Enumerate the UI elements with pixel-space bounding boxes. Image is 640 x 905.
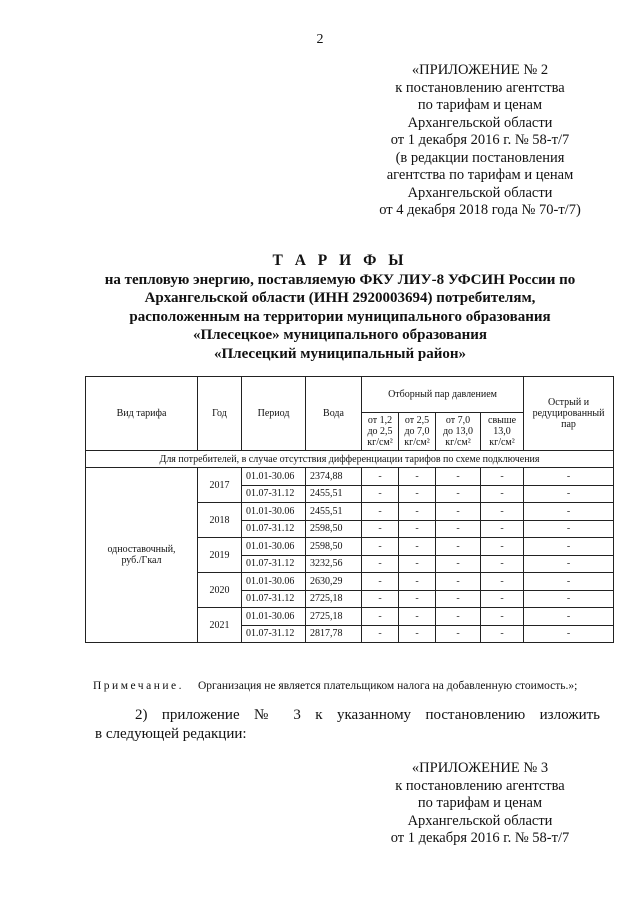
appendix-2-header (330, 62, 630, 220)
period-cell: 01.07-31.12 (242, 485, 306, 503)
period-cell: 01.07-31.12 (242, 555, 306, 573)
steam-tariff-cell: - (436, 468, 481, 486)
title-line: расположенным на территории муниципального образования (129, 308, 551, 325)
water-tariff-cell: 2725,18 (306, 590, 362, 608)
appendix-line: «ПРИЛОЖЕНИЕ № 2 (411, 62, 549, 78)
header-steam-line: 13,0 (493, 426, 511, 437)
water-tariff-cell: 2725,18 (306, 608, 362, 626)
steam-tariff-cell: - (436, 590, 481, 608)
steam-tariff-cell: - (399, 485, 436, 503)
steam-tariff-cell: - (436, 608, 481, 626)
sharp-steam-tariff-cell: - (524, 503, 614, 521)
tariff-type-cell (86, 468, 198, 643)
appendix-line: Архангельской области (407, 114, 553, 131)
year-cell: 2018 (198, 503, 242, 538)
steam-tariff-cell: - (399, 538, 436, 556)
steam-tariff-cell: - (399, 573, 436, 591)
document-title (70, 252, 610, 363)
header-steam-line: кг/см² (367, 437, 393, 448)
water-tariff-cell: 2374,88 (306, 468, 362, 486)
period-cell: 01.01-30.06 (242, 573, 306, 591)
water-tariff-cell: 2598,50 (306, 538, 362, 556)
sharp-steam-tariff-cell: - (524, 608, 614, 626)
steam-tariff-cell: - (436, 485, 481, 503)
section-label: Для потребителей, в случае отсутствия дифференциации тарифов по схеме подключения (86, 451, 614, 468)
title-line: Архангельской области (ИНН 2920003694) потребителям, (144, 290, 536, 306)
water-tariff-cell: 2598,50 (306, 520, 362, 538)
header-steam-2 (399, 413, 436, 451)
appendix-line: Архангельской области (407, 812, 553, 829)
steam-tariff-cell: - (436, 520, 481, 538)
steam-tariff-cell: - (399, 555, 436, 573)
steam-tariff-cell: - (481, 503, 524, 521)
note-label: Примечание. (93, 680, 184, 692)
tariff-table (85, 376, 614, 643)
header-tariff-type: Вид тарифа (86, 377, 198, 451)
appendix-line: «ПРИЛОЖЕНИЕ № 3 (411, 760, 549, 776)
year-cell: 2019 (198, 538, 242, 573)
title-heading: Т А Р И Ф Ы (272, 252, 408, 269)
table-note (93, 680, 577, 692)
sharp-steam-tariff-cell: - (524, 520, 614, 538)
tariff-type-line: руб./Гкал (121, 555, 162, 566)
steam-tariff-cell: - (481, 538, 524, 556)
sharp-steam-tariff-cell: - (524, 573, 614, 591)
steam-tariff-cell: - (362, 608, 399, 626)
steam-tariff-cell: - (481, 608, 524, 626)
steam-tariff-cell: - (481, 555, 524, 573)
steam-tariff-cell: - (399, 520, 436, 538)
appendix-line: агентства по тарифам и ценам (386, 167, 574, 183)
steam-tariff-cell: - (362, 538, 399, 556)
steam-tariff-cell: - (436, 573, 481, 591)
header-steam-4 (481, 413, 524, 451)
period-cell: 01.07-31.12 (242, 520, 306, 538)
header-steam-line: от 2,5 (404, 415, 430, 426)
header-steam-line: кг/см² (404, 437, 430, 448)
water-tariff-cell: 2455,51 (306, 485, 362, 503)
steam-tariff-cell: - (362, 573, 399, 591)
table-row (86, 468, 614, 486)
steam-tariff-cell: - (362, 520, 399, 538)
steam-tariff-cell: - (399, 608, 436, 626)
period-cell: 01.07-31.12 (242, 625, 306, 643)
sharp-steam-tariff-cell: - (524, 468, 614, 486)
steam-tariff-cell: - (399, 468, 436, 486)
header-sharp-line: Острый и (547, 397, 590, 408)
header-steam-line: свыше (488, 415, 517, 426)
steam-tariff-cell: - (399, 590, 436, 608)
title-line: «Плесецкий муниципальный район» (213, 345, 467, 362)
water-tariff-cell: 2817,78 (306, 625, 362, 643)
steam-tariff-cell: - (362, 503, 399, 521)
water-tariff-cell: 2630,29 (306, 573, 362, 591)
steam-tariff-cell: - (362, 625, 399, 643)
header-sharp-line: пар (561, 419, 576, 430)
steam-tariff-cell: - (362, 485, 399, 503)
steam-tariff-cell: - (436, 625, 481, 643)
note-text: Организация не является плательщиком налога на добавленную стоимость.»; (197, 680, 578, 692)
steam-tariff-cell: - (481, 520, 524, 538)
steam-tariff-cell: - (362, 555, 399, 573)
header-sharp-line: редуцированный (532, 408, 605, 419)
appendix-line: от 4 декабря 2018 года № 70-т/7) (379, 202, 581, 218)
header-steam-line: от 1,2 (367, 415, 393, 426)
header-steam-line: до 7,0 (404, 426, 430, 437)
header-steam-line: кг/см² (445, 437, 471, 448)
steam-tariff-cell: - (481, 485, 524, 503)
steam-tariff-cell: - (436, 555, 481, 573)
header-steam-line: от 7,0 (445, 415, 471, 426)
period-cell: 01.01-30.06 (242, 608, 306, 626)
year-cell: 2021 (198, 608, 242, 643)
steam-tariff-cell: - (399, 625, 436, 643)
steam-tariff-cell: - (399, 503, 436, 521)
header-steam-line: до 2,5 (367, 426, 393, 437)
header-water: Вода (306, 377, 362, 451)
steam-tariff-cell: - (481, 468, 524, 486)
steam-tariff-cell: - (481, 625, 524, 643)
water-tariff-cell: 3232,56 (306, 555, 362, 573)
appendix-line: (в редакции постановления (395, 149, 565, 166)
header-steam-line: до 13,0 (442, 426, 474, 437)
steam-tariff-cell: - (481, 590, 524, 608)
header-year: Год (198, 377, 242, 451)
title-line: на тепловую энергию, поставляемую ФКУ ЛИУ-8 УФСИН России по (104, 271, 576, 288)
appendix-line: от 1 декабря 2016 г. № 58-т/7 (390, 830, 570, 846)
appendix-line: от 1 декабря 2016 г. № 58-т/7 (390, 132, 570, 148)
steam-tariff-cell: - (481, 573, 524, 591)
paragraph-line: в следующей редакции: (95, 726, 247, 742)
sharp-steam-tariff-cell: - (524, 485, 614, 503)
water-tariff-cell: 2455,51 (306, 503, 362, 521)
steam-tariff-cell: - (362, 468, 399, 486)
appendix-3-header (330, 760, 630, 848)
header-steam-group: Отборный пар давлением (362, 377, 524, 413)
header-sharp-steam (524, 377, 614, 451)
appendix-line: по тарифам и ценам (417, 97, 543, 113)
title-line: «Плесецкое» муниципального образования (192, 327, 488, 343)
sharp-steam-tariff-cell: - (524, 538, 614, 556)
header-steam-3 (436, 413, 481, 451)
header-steam-line: кг/см² (489, 437, 515, 448)
steam-tariff-cell: - (436, 538, 481, 556)
amendment-paragraph (95, 706, 600, 744)
year-cell: 2017 (198, 468, 242, 503)
period-cell: 01.07-31.12 (242, 590, 306, 608)
period-cell: 01.01-30.06 (242, 503, 306, 521)
page-number: 2 (316, 32, 324, 47)
sharp-steam-tariff-cell: - (524, 625, 614, 643)
header-period: Период (242, 377, 306, 451)
appendix-line: по тарифам и ценам (417, 795, 543, 811)
header-steam-1 (362, 413, 399, 451)
appendix-line: к постановлению агентства (395, 79, 565, 96)
appendix-line: Архангельской области (407, 184, 553, 201)
steam-tariff-cell: - (362, 590, 399, 608)
appendix-line: к постановлению агентства (395, 777, 565, 794)
year-cell: 2020 (198, 573, 242, 608)
period-cell: 01.01-30.06 (242, 468, 306, 486)
sharp-steam-tariff-cell: - (524, 555, 614, 573)
paragraph-line: 2) приложение № 3 к указанному постановлению изложить (135, 707, 600, 723)
tariff-type-line: одноставочный, (107, 544, 176, 555)
period-cell: 01.01-30.06 (242, 538, 306, 556)
sharp-steam-tariff-cell: - (524, 590, 614, 608)
steam-tariff-cell: - (436, 503, 481, 521)
